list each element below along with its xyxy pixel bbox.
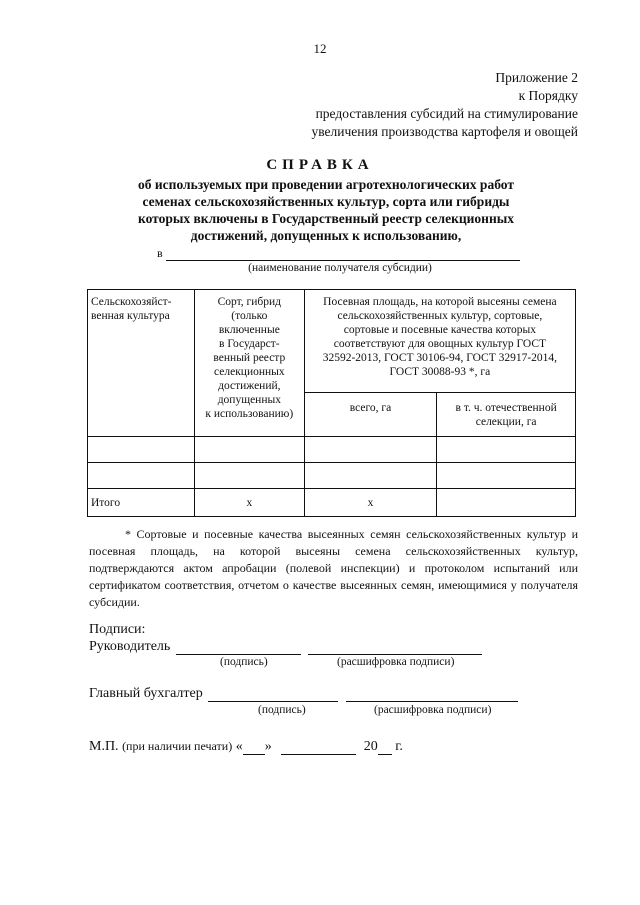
table-row <box>88 463 576 489</box>
signatures-heading: Подписи: <box>89 622 146 637</box>
header-domestic <box>437 393 576 437</box>
table-cell[interactable] <box>88 437 195 463</box>
close-quote: » <box>264 739 272 754</box>
header-variety-line: допущенных <box>217 394 281 406</box>
total-area: x <box>304 489 437 517</box>
year-blank[interactable] <box>378 742 392 755</box>
header-variety-line: достижений, <box>218 380 281 392</box>
header-total-area: всего, га <box>304 393 437 437</box>
recipient-field <box>157 246 520 261</box>
recipient-blank[interactable] <box>166 248 520 261</box>
header-variety-line: Сорт, гибрид <box>217 296 282 308</box>
recipient-prefix: в <box>157 246 163 260</box>
accountant-decode-blank[interactable] <box>346 688 518 702</box>
header-crop-line: Сельскохозяйст- <box>91 296 172 308</box>
stamp-date-row <box>89 739 403 755</box>
table-cell[interactable] <box>304 463 437 489</box>
mp-note: (при наличии печати) <box>122 739 233 753</box>
appendix-line: Приложение 2 <box>495 70 578 85</box>
year-suffix: г. <box>395 739 403 754</box>
table-cell[interactable] <box>304 437 437 463</box>
header-variety-line: венный реестр <box>213 352 286 364</box>
subtitle-line: которых включены в Государственный реестр селекционных <box>137 211 515 226</box>
table-row <box>88 437 576 463</box>
header-crop-line: венная культура <box>91 310 170 322</box>
table-cell[interactable] <box>194 437 304 463</box>
header-variety-line: селекционных <box>214 366 285 378</box>
header-variety-line: (только <box>231 310 268 322</box>
header-area-line: Посевная площадь, на которой высеяны семена <box>323 296 557 308</box>
header-variety <box>194 290 304 437</box>
page-number: 12 <box>313 41 327 56</box>
header-area-line: соответствуют для овощных культур ГОСТ <box>333 338 547 350</box>
header-variety-line: к использованию) <box>205 408 294 420</box>
table-cell[interactable] <box>88 463 195 489</box>
acc-decode-caption: (расшифровка подписи) <box>374 704 492 716</box>
table-cell[interactable] <box>194 463 304 489</box>
head-signature-row <box>89 639 482 655</box>
table-cell[interactable] <box>437 463 576 489</box>
head-signature-blank[interactable] <box>176 641 301 655</box>
header-crop <box>88 290 195 437</box>
header-area-line: 32592-2013, ГОСТ 30106-94, ГОСТ 32917-2014, <box>322 352 558 364</box>
total-domestic[interactable] <box>437 489 576 517</box>
total-row <box>88 489 576 517</box>
subtitle-line: достижений, допущенных к использованию, <box>190 228 462 243</box>
table-cell[interactable] <box>437 437 576 463</box>
mp-label: М.П. <box>89 739 119 754</box>
header-domestic-line: селекции, га <box>475 416 537 428</box>
subtitle-line: семенах сельскохозяйственных культур, сорта или гибриды <box>142 194 510 209</box>
subtitle-line: об используемых при проведении агротехнологических работ <box>138 177 514 192</box>
day-blank[interactable] <box>243 742 265 755</box>
header-area-line: сельскохозяйственных культур, сортовые, <box>337 310 543 322</box>
acc-sign-caption: (подпись) <box>258 704 306 716</box>
total-label: Итого <box>88 489 195 517</box>
appendix-line: к Порядку <box>518 88 578 103</box>
header-variety-line: включенные <box>218 324 280 336</box>
month-blank[interactable] <box>281 742 356 755</box>
appendix-header <box>311 69 578 141</box>
footnote: * Сортовые и посевные качества высеянных семян сельскохозяйственных культур и посевная площадь, на которой высеяны семена сельскохозяйственных культур, подтверждаются актом апробации (полевой инспекции) и протоколом испытаний или сертификатом соответствия, отчетом о качестве высеянных семян, имеющимися у получателя субсидии. <box>89 527 578 609</box>
document-subtitle <box>70 176 582 244</box>
appendix-line: увеличения производства картофеля и овощей <box>311 124 578 139</box>
head-sign-caption: (подпись) <box>220 656 268 668</box>
accountant-signature-row <box>89 686 518 702</box>
head-decode-blank[interactable] <box>308 641 482 655</box>
document-title: СПРАВКА <box>266 157 374 173</box>
accountant-signature-blank[interactable] <box>208 688 338 702</box>
head-decode-caption: (расшифровка подписи) <box>337 656 455 668</box>
header-area-line: ГОСТ 30088-93 *, га <box>389 366 491 378</box>
accountant-label: Главный бухгалтер <box>89 686 203 701</box>
total-variety: x <box>194 489 304 517</box>
seeds-table <box>87 289 576 517</box>
open-quote: « <box>235 739 243 754</box>
header-variety-line: в Государст- <box>219 338 280 350</box>
head-label: Руководитель <box>89 639 171 654</box>
header-domestic-line: в т. ч. отечественной <box>455 402 557 414</box>
recipient-caption: (наименование получателя субсидии) <box>248 262 432 274</box>
year-prefix: 20 <box>363 739 378 754</box>
header-area-line: сортовые и посевные качества которых <box>343 324 536 336</box>
appendix-line: предоставления субсидий на стимулирование <box>315 106 578 121</box>
header-sown-area <box>304 290 575 393</box>
